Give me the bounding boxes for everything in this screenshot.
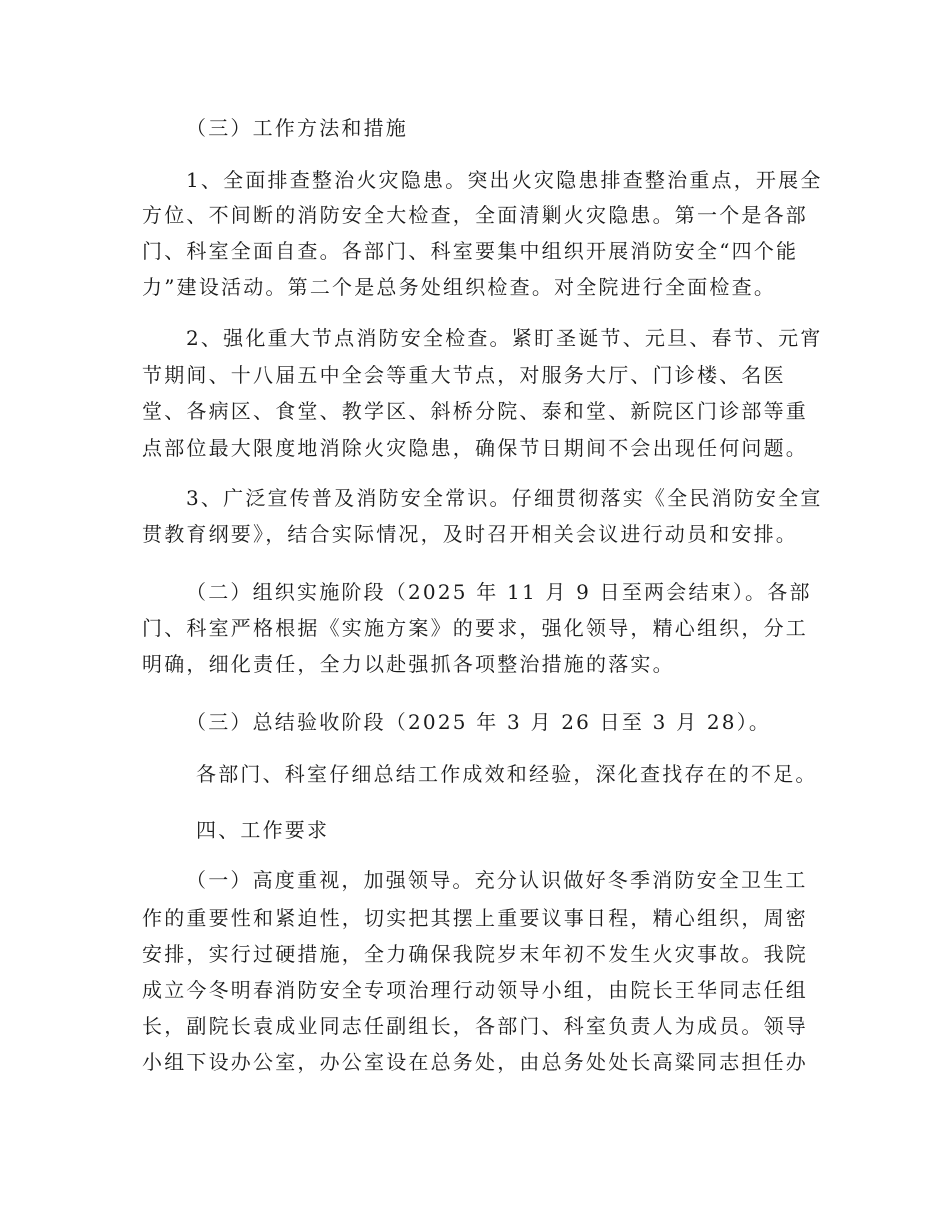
phase2-line-1: （二）组织实施阶段（2025 年 11 月 9 日至两会结束）。各部	[186, 580, 812, 604]
section-three-heading: （三）工作方法和措施	[186, 116, 408, 140]
req1-line-3: 安排，实行过硬措施，全力确保我院岁末年初不发生火灾事故。我院	[142, 942, 808, 966]
req1-line-6: 小组下设办公室，办公室设在总务处，由总务处处长高粱同志担任办	[142, 1050, 808, 1074]
phase3-body: 各部门、科室仔细总结工作成效和经验，深化查找存在的不足。	[196, 762, 818, 786]
item1-line-2: 方位、不间断的消防安全大检查，全面清剿火灾隐患。第一个是各部	[142, 203, 808, 227]
req1-line-2: 作的重要性和紧迫性，切实把其摆上重要议事日程，精心组织，周密	[142, 906, 808, 930]
item1-line-1: 1、全面排查整治火灾隐患。突出火灾隐患排查整治重点，开展全	[186, 168, 823, 192]
item3-line-2: 贯教育纲要》，结合实际情况，及时召开相关会议进行动员和安排。	[142, 522, 798, 546]
item1-line-3: 门、科室全面自查。各部门、科室要集中组织开展消防安全“四个能	[142, 239, 799, 263]
item2-line-2: 节期间、十八届五中全会等重大节点，对服务大厅、门诊楼、名医	[142, 363, 786, 387]
section-four-heading: 四、工作要求	[196, 818, 330, 842]
phase2-line-3: 明确，细化责任，全力以赴强抓各项整治措施的落实。	[142, 652, 675, 676]
item2-line-1: 2、强化重大节点消防安全检查。紧盯圣诞节、元旦、春节、元宵	[186, 326, 823, 350]
item1-line-4: 力”建设活动。第二个是总务处组织检查。对全院进行全面检查。	[142, 275, 777, 299]
req1-line-4: 成立今冬明春消防安全专项治理行动领导小组，由院长王华同志任组	[142, 978, 808, 1002]
item2-line-3: 堂、各病区、食堂、教学区、斜桥分院、泰和堂、新院区门诊部等重	[142, 399, 808, 423]
phase3-heading: （三）总结验收阶段（2025 年 3 月 26 日至 3 月 28）。	[186, 710, 772, 734]
phase2-line-2: 门、科室严格根据《实施方案》的要求，强化领导，精心组织，分工	[142, 616, 808, 640]
req1-line-5: 长，副院长袁成业同志任副组长，各部门、科室负责人为成员。领导	[142, 1014, 808, 1038]
item2-line-4: 点部位最大限度地消除火灾隐患，确保节日期间不会出现任何问题。	[142, 436, 808, 460]
req1-line-1: （一）高度重视，加强领导。充分认识做好冬季消防安全卫生工	[186, 868, 808, 892]
item3-line-1: 3、广泛宣传普及消防安全常识。仔细贯彻落实《全民消防安全宣	[186, 486, 823, 510]
